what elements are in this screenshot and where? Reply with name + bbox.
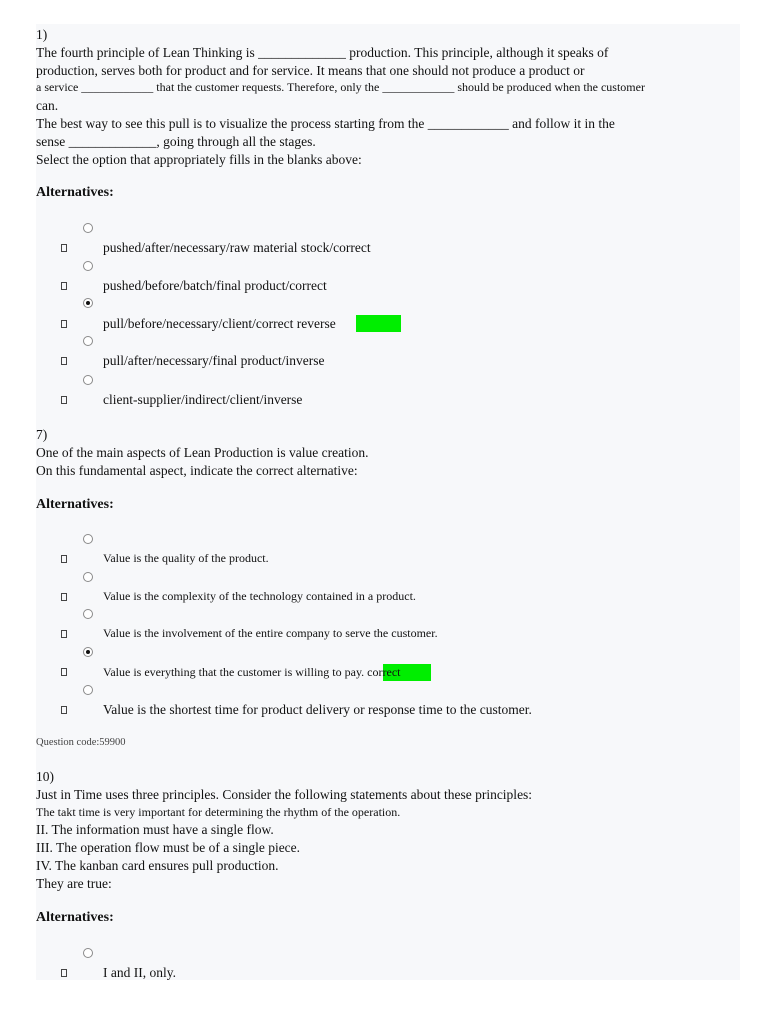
option-label-text: Value is everything that the customer is willing to pay. cor [103,665,383,679]
radio-option-2[interactable] [83,572,93,582]
radio-option-3[interactable] [83,609,93,619]
radio-option-4-selected[interactable] [83,647,93,657]
question-text-line: can. [36,98,59,114]
option-label: pushed/after/necessary/raw material stock/correct [103,240,371,255]
radio-option-2[interactable] [83,261,93,271]
checkbox-icon [61,668,67,676]
question-code: Question code:59900 [36,737,126,748]
checkbox-icon [61,320,67,328]
option-label: Value is the shortest time for product delivery or response time to the customer. [103,702,532,717]
option-label: pull/after/necessary/final product/inverse [103,353,325,368]
alternatives-heading: Alternatives: [36,185,114,200]
radio-option-1[interactable] [83,223,93,233]
question-text-line: One of the main aspects of Lean Production is value creation. [36,444,369,460]
question-text-line: The best way to see this pull is to visualize the process starting from the ____________ and follow it in the [36,115,615,131]
question-1 [36,26,726,168]
question-text-line: II. The information must have a single flow. [36,822,274,838]
option-label: pushed/before/batch/final product/correct [103,278,327,293]
question-text-line: production, serves both for product and for service. It means that one should not produce a product or [36,62,585,78]
question-text-line: On this fundamental aspect, indicate the correct alternative: [36,462,358,478]
alternatives-heading: Alternatives: [36,497,114,512]
radio-option-5[interactable] [83,375,93,385]
option-label: I and II, only. [103,965,176,980]
question-number: 10) [36,769,54,784]
checkbox-icon [61,282,67,290]
option-label: Value is the complexity of the technology contained in a product. [103,589,416,603]
alternatives-heading: Alternatives: [36,910,114,925]
question-text-line: a service ____________ that the customer requests. Therefore, only the ____________ should be produced when the customer [36,80,645,95]
checkbox-icon [61,593,67,601]
question-number: 1) [36,27,48,42]
question-text-line: They are true: [36,875,112,891]
radio-option-4[interactable] [83,336,93,346]
radio-option-5[interactable] [83,685,93,695]
question-text-line: Just in Time uses three principles. Consider the following statements about these principles: [36,786,533,802]
checkbox-icon [61,555,67,563]
radio-option-1[interactable] [83,948,93,958]
option-label: Value is the involvement of the entire company to serve the customer. [103,626,438,640]
question-10 [36,768,726,893]
checkbox-icon [61,357,67,365]
option-label: client-supplier/indirect/client/inverse [103,392,303,407]
correct-answer-highlight [356,315,401,332]
checkbox-icon [61,244,67,252]
question-text-line: The fourth principle of Lean Thinking is _____________ production. This principle, although it speaks of [36,44,609,60]
checkbox-icon [61,969,67,977]
question-text-line: sense _____________, going through all the stages. [36,133,316,149]
question-7 [36,426,726,479]
question-text-line: Select the option that appropriately fills in the blanks above: [36,151,362,167]
question-text-line: The takt time is very important for determining the rhythm of the operation. [36,804,401,819]
checkbox-icon [61,630,67,638]
checkbox-icon [61,706,67,714]
option-label: Value is the quality of the product. [103,551,269,565]
option-label [103,664,431,681]
question-number: 7) [36,427,48,442]
option-label: pull/before/necessary/client/correct reverse [103,316,336,331]
radio-option-1[interactable] [83,534,93,544]
radio-option-3-selected[interactable] [83,298,93,308]
question-text-line: III. The operation flow must be of a single piece. [36,840,301,856]
correct-answer-highlight: rect [383,664,431,681]
question-text-line: IV. The kanban card ensures pull production. [36,857,279,873]
checkbox-icon [61,396,67,404]
